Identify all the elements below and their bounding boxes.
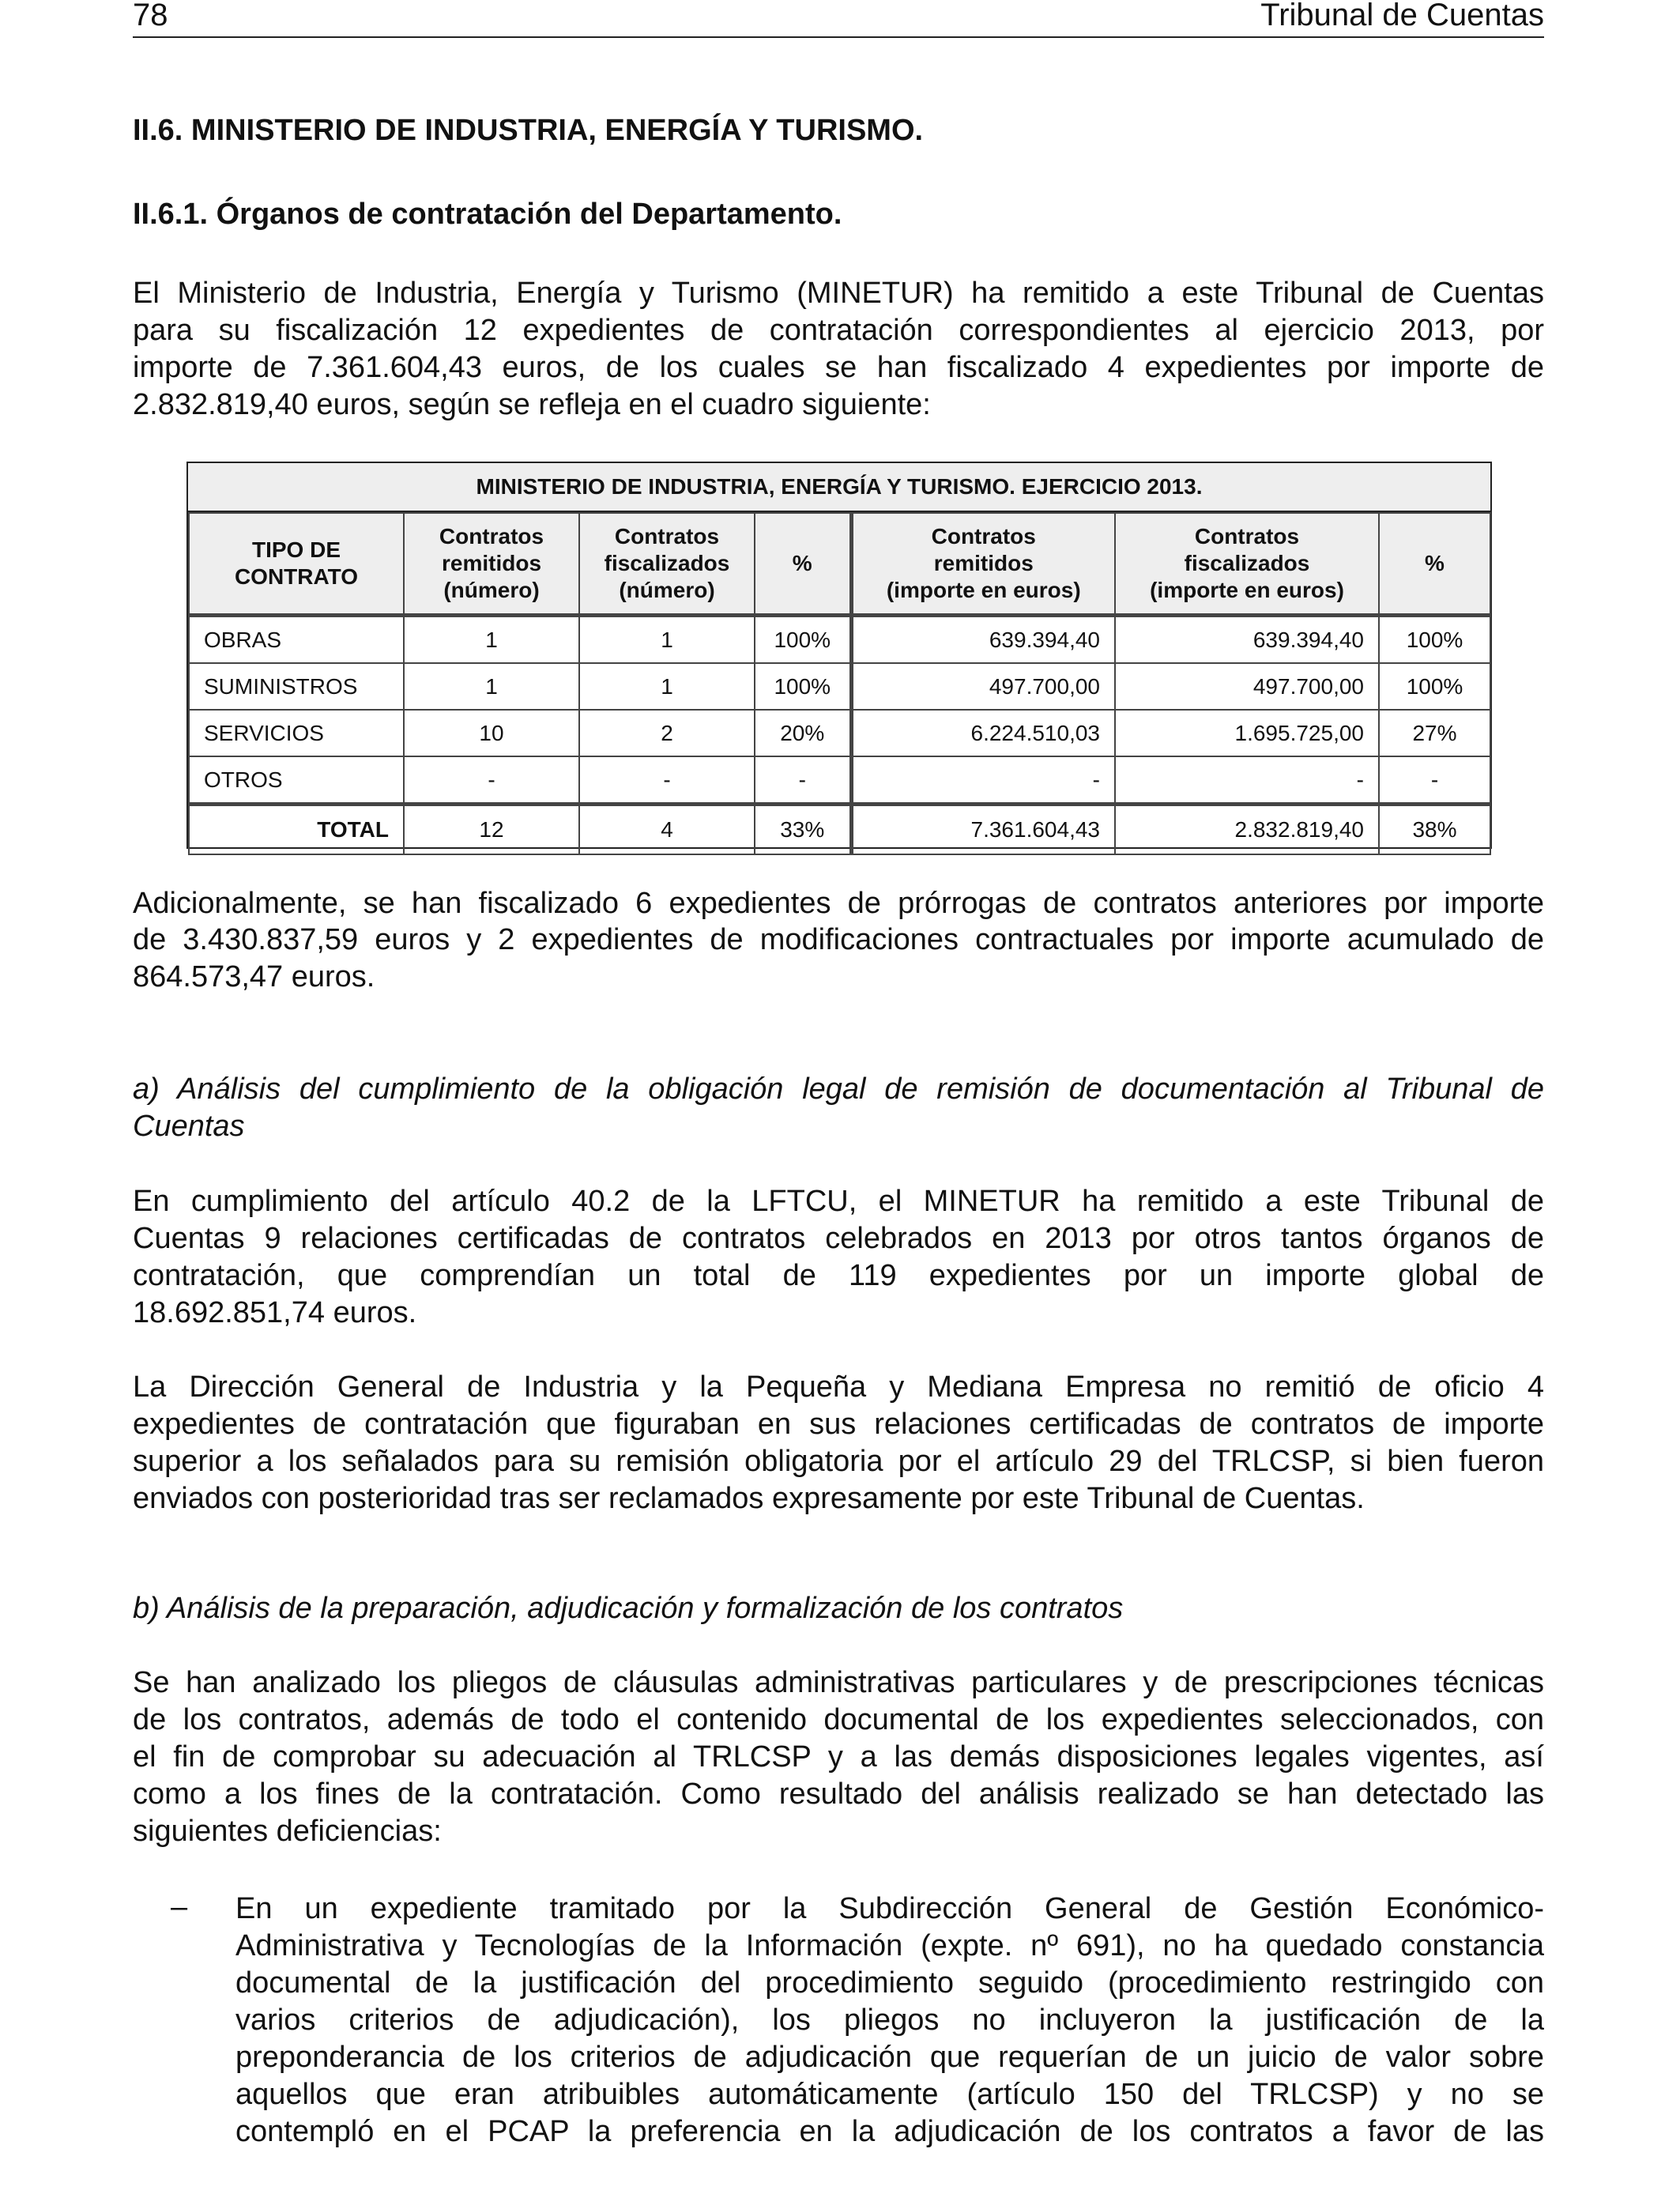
col-header-fiscalizados-importe: Contratos fiscalizados (importe en euros) (1115, 513, 1379, 616)
text-line: Se han analizado los pliegos de cláusulas administrativas particulares y de prescripciones técnicas (133, 1666, 1544, 1699)
cell-pct-numero: 33% (755, 805, 851, 855)
col-header-pct-numero: % (755, 513, 851, 616)
text-line: En un expediente tramitado por la Subdirección General de Gestión Económico- (235, 1892, 1544, 1925)
table-row (189, 710, 1490, 756)
text-line: enviados con posterioridad tras ser reclamados expresamente por este Tribunal de Cuentas. (133, 1482, 1365, 1515)
text-line: contempló en el PCAP la preferencia en la adjudicación de los contratos a favor de las (235, 2115, 1544, 2148)
cell-pct-numero: 100% (755, 616, 851, 664)
cell-remitidos-numero: 12 (404, 805, 579, 855)
cell-fiscalizados-importe: 2.832.819,40 (1115, 805, 1379, 855)
cell-tipo: SUMINISTROS (189, 663, 404, 710)
text-line: Cuentas (133, 1110, 245, 1143)
cell-remitidos-numero: 10 (404, 710, 579, 756)
table-total-row (189, 805, 1490, 855)
cell-pct-importe: - (1379, 756, 1490, 805)
cell-fiscalizados-importe: 639.394,40 (1115, 616, 1379, 664)
text-line: preponderancia de los criterios de adjudicación que requerían de un juicio de valor sobre (235, 2041, 1544, 2074)
section-heading: II.6. MINISTERIO DE INDUSTRIA, ENERGÍA Y TURISMO. (133, 114, 924, 147)
cell-pct-numero: 100% (755, 663, 851, 710)
cell-remitidos-numero: 1 (404, 663, 579, 710)
col-header-remitidos-importe: Contratos remitidos (importe en euros) (851, 513, 1115, 616)
text-line: para su fiscalización 12 expedientes de contratación correspondientes al ejercicio 2013, por (133, 314, 1544, 347)
cell-total-label: TOTAL (189, 805, 404, 855)
col-header-pct-importe: % (1379, 513, 1490, 616)
page-header (133, 0, 1544, 38)
cell-tipo: OBRAS (189, 616, 404, 664)
dash-bullet-icon: – (171, 1891, 188, 1924)
header-title: Tribunal de Cuentas (1260, 0, 1544, 32)
text-line: de 3.430.837,59 euros y 2 expedientes de modificaciones contractuales por importe acumulado de (133, 923, 1544, 956)
cell-remitidos-numero: - (404, 756, 579, 805)
cell-remitidos-importe: 6.224.510,03 (851, 710, 1115, 756)
cell-fiscalizados-numero: 1 (579, 663, 755, 710)
text-line: Adicionalmente, se han fiscalizado 6 expedientes de prórrogas de contratos anteriores por importe (133, 887, 1544, 920)
page-number: 78 (133, 0, 168, 32)
text-line: Administrativa y Tecnologías de la Información (expte. nº 691), no ha quedado constancia (235, 1929, 1544, 1962)
cell-pct-numero: - (755, 756, 851, 805)
cell-fiscalizados-importe: 497.700,00 (1115, 663, 1379, 710)
text-line: aquellos que eran atribuibles automáticamente (artículo 150 del TRLCSP) y no se (235, 2078, 1544, 2111)
cell-pct-importe: 38% (1379, 805, 1490, 855)
col-header-tipo: TIPO DE CONTRATO (189, 513, 404, 616)
subsection-heading: II.6.1. Órganos de contratación del Departamento. (133, 198, 842, 231)
text-line: a) Análisis del cumplimiento de la obligación legal de remisión de documentación al Tribunal de (133, 1072, 1544, 1106)
cell-fiscalizados-numero: 2 (579, 710, 755, 756)
contracts-table (186, 462, 1492, 849)
text-line: importe de 7.361.604,43 euros, de los cuales se han fiscalizado 4 expedientes por importe de (133, 351, 1544, 384)
cell-remitidos-importe: 639.394,40 (851, 616, 1115, 664)
table-row (189, 616, 1490, 664)
text-line: el fin de comprobar su adecuación al TRLCSP y a las demás disposiciones legales vigentes, así (133, 1740, 1544, 1774)
table-grid (188, 512, 1491, 855)
text-line: siguientes deficiencias: (133, 1815, 442, 1848)
col-header-remitidos-numero: Contratos remitidos (número) (404, 513, 579, 616)
text-line: expedientes de contratación que figuraban en sus relaciones certificadas de contratos de importe (133, 1408, 1544, 1441)
text-line: documental de la justificación del procedimiento seguido (procedimiento restringido con (235, 1966, 1544, 2000)
text-line: 18.692.851,74 euros. (133, 1296, 417, 1329)
cell-fiscalizados-importe: - (1115, 756, 1379, 805)
cell-tipo: OTROS (189, 756, 404, 805)
table-header-row (189, 513, 1490, 616)
cell-remitidos-numero: 1 (404, 616, 579, 664)
cell-pct-importe: 100% (1379, 616, 1490, 664)
table-row (189, 756, 1490, 805)
text-line: como a los fines de la contratación. Como resultado del análisis realizado se han detectado las (133, 1777, 1544, 1811)
text-line: varios criterios de adjudicación), los pliegos no incluyeron la justificación de la (235, 2004, 1544, 2037)
col-header-fiscalizados-numero: Contratos fiscalizados (número) (579, 513, 755, 616)
text-line: Cuentas 9 relaciones certificadas de contratos celebrados en 2013 por otros tantos órganos de (133, 1222, 1544, 1255)
cell-remitidos-importe: 7.361.604,43 (851, 805, 1115, 855)
cell-fiscalizados-numero: 1 (579, 616, 755, 664)
text-line: contratación, que comprendían un total de 119 expedientes por un importe global de (133, 1259, 1544, 1292)
cell-fiscalizados-importe: 1.695.725,00 (1115, 710, 1379, 756)
cell-remitidos-importe: 497.700,00 (851, 663, 1115, 710)
cell-tipo: SERVICIOS (189, 710, 404, 756)
cell-remitidos-importe: - (851, 756, 1115, 805)
text-line: 2.832.819,40 euros, según se refleja en el cuadro siguiente: (133, 388, 931, 421)
cell-pct-importe: 100% (1379, 663, 1490, 710)
table-title: MINISTERIO DE INDUSTRIA, ENERGÍA Y TURISMO. EJERCICIO 2013. (188, 463, 1490, 512)
cell-fiscalizados-numero: 4 (579, 805, 755, 855)
cell-pct-numero: 20% (755, 710, 851, 756)
text-line: superior a los señalados para su remisión obligatoria por el artículo 29 del TRLCSP, si bien fueron (133, 1445, 1544, 1478)
table-row (189, 663, 1490, 710)
text-line: En cumplimiento del artículo 40.2 de la LFTCU, el MINETUR ha remitido a este Tribunal de (133, 1185, 1544, 1218)
section-b-heading: b) Análisis de la preparación, adjudicación y formalización de los contratos (133, 1592, 1124, 1625)
cell-fiscalizados-numero: - (579, 756, 755, 805)
text-line: 864.573,47 euros. (133, 960, 375, 993)
text-line: de los contratos, además de todo el contenido documental de los expedientes seleccionados, con (133, 1703, 1544, 1736)
text-line: El Ministerio de Industria, Energía y Turismo (MINETUR) ha remitido a este Tribunal de Cuentas (133, 277, 1544, 310)
cell-pct-importe: 27% (1379, 710, 1490, 756)
text-line: La Dirección General de Industria y la Pequeña y Mediana Empresa no remitió de oficio 4 (133, 1370, 1544, 1404)
